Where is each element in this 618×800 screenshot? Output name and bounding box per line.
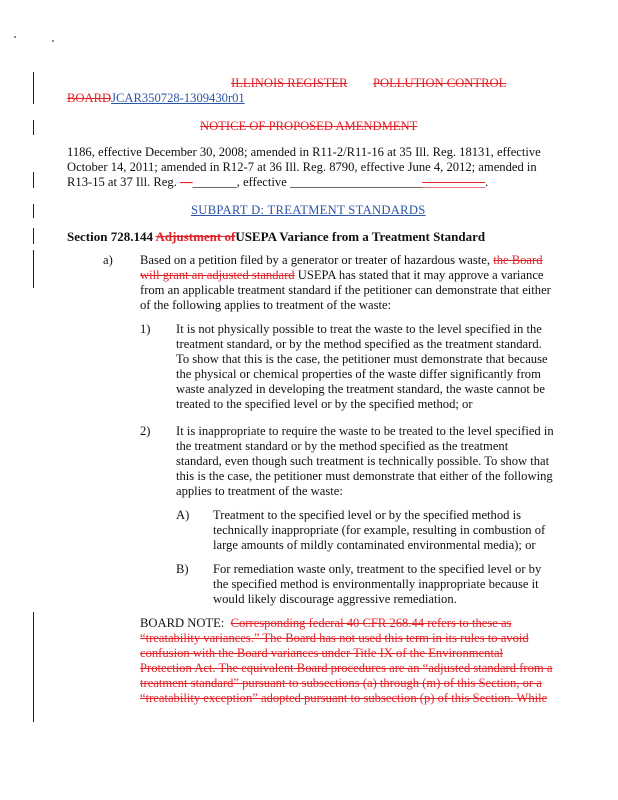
para-1-text: It is not physically possible to treat the waste to the level specified in the treatment standard, or by the method specified as the treatment standard. To show that this is the case, the petitioner must demonstrate that because the physical or chemical properties of the waste differ significantly from waste analyzed in developing the treatment standard, the waste cannot be treated to the specified level or by the specified method; or [176,322,548,411]
change-bar [33,172,34,188]
para-A-label: A) [176,508,190,522]
board-jcar-line [67,91,245,106]
board-note-label: BOARD NOTE: [140,616,225,630]
change-bar [33,250,34,288]
board-note: BOARD NOTE: Corresponding federal 40 CFR 268.44 refers to these as “treatability variances.” The Board has not used this term in its rules to avoid confusion with the Board variances under Title IX of the Environmental Protection Act. The equivalent Board procedures are an “adjusted standard from a treatment standard” pursuant to subsections (a) through (m) of this Section, or a “treatability exception” adopted pursuant to subsection (p) of this Section. While [140,616,553,705]
para-a-text: Based on a petition filed by a generator or treater of hazardous waste, the Board will grant an adjusted standard USEPA has stated that it may approve a variance from an applicable treatment standard if the petitioner can demonstrate that either of the following applies to treatment of the waste: [140,253,551,312]
history-line-2: October 14, 2011; amended in R12-7 at 36 Ill. Reg. 8790, effective June 4, 2012; amended in [67,160,537,174]
board-word-deleted: BOARD [67,91,112,105]
para-a-label: a) [103,253,113,267]
para-2-label: 2) [140,424,151,438]
board-name-deleted: POLLUTION CONTROL [373,76,507,90]
section-title-deleted: Adjustment of [155,229,236,244]
section-heading [67,229,485,245]
notice-heading: NOTICE OF PROPOSED AMENDMENT [200,119,418,133]
register-title: ILLINOIS REGISTER [231,76,348,90]
change-bar [33,204,34,218]
para-1-label: 1) [140,322,151,336]
history-line-1: 1186, effective December 30, 2008; amended in R11-2/R11-16 at 35 Ill. Reg. 18131, effective [67,145,541,159]
para-B-text: For remediation waste only, treatment to the specified level or by the specified method is environmentally inappropriate because it would likely discourage aggressive remediation. [213,562,542,606]
change-bar [33,228,34,244]
change-bar [33,612,34,722]
change-bar [33,72,34,104]
para-2-text: It is inappropriate to require the waste to be treated to the level specified in the treatment standard or by the method specified as the treatment standard, even though such treatment is technically possible. To show that this is the case, the petitioner must demonstrate that either of the following applies to treatment of the waste: [176,424,554,498]
change-bar [33,120,34,135]
scan-speck [14,36,16,38]
scan-speck [52,40,54,42]
section-number: Section 728.144 [67,229,153,244]
subpart-heading: SUBPART D: TREATMENT STANDARDS [191,203,426,217]
history-line-3: R13-15 at 37 Ill. Reg. —_______, effective _______________________________. [67,175,489,189]
section-title: USEPA Variance from a Treatment Standard [235,229,486,244]
para-A-text: Treatment to the specified level or by the specified method is technically inappropriate (for example, resulting in combustion of large amounts of mildly contaminated environmental media); or [213,508,546,552]
jcar-number: JCAR350728-1309430r01 [111,91,245,105]
para-B-label: B) [176,562,189,576]
